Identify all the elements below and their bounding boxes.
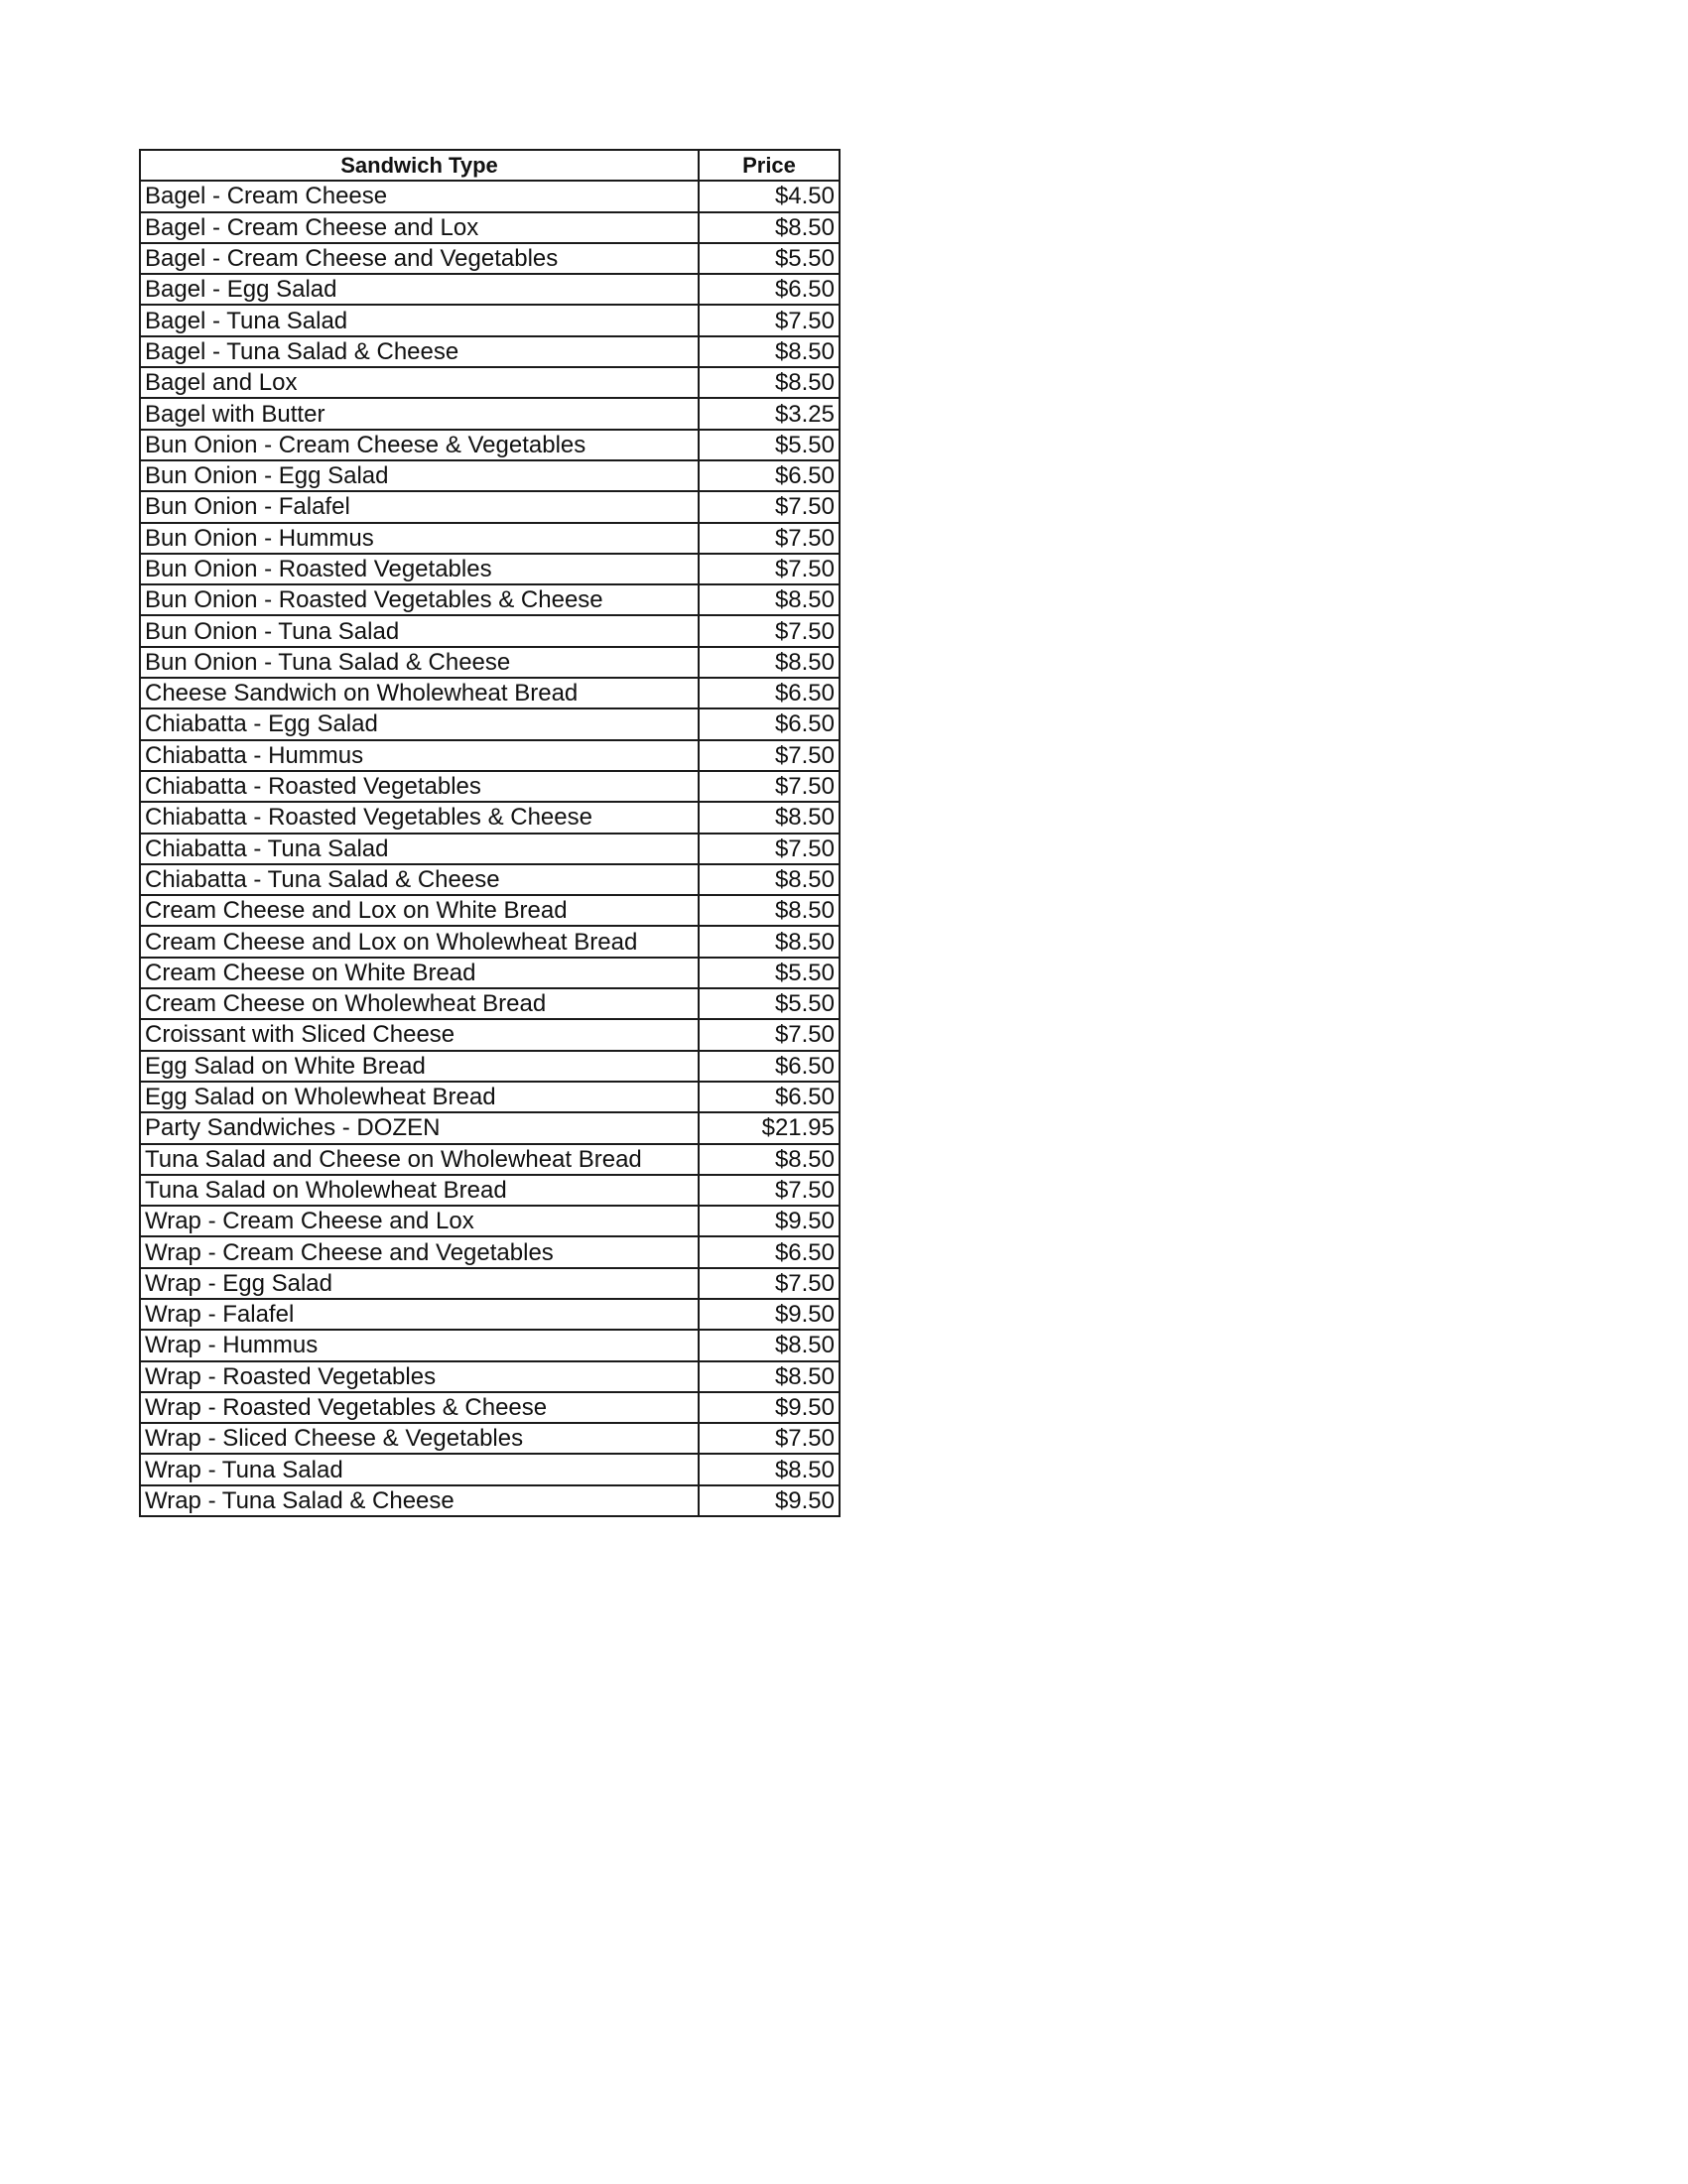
table-row xyxy=(140,1361,840,1392)
table-row xyxy=(140,367,840,398)
sandwich-type-cell: Tuna Salad on Wholewheat Bread xyxy=(140,1175,699,1206)
sandwich-type-cell: Wrap - Cream Cheese and Lox xyxy=(140,1206,699,1236)
table-row xyxy=(140,212,840,243)
sandwich-type-cell: Bun Onion - Egg Salad xyxy=(140,460,699,491)
table-row xyxy=(140,460,840,491)
price-cell: $7.50 xyxy=(699,554,840,584)
price-cell: $6.50 xyxy=(699,678,840,708)
price-cell: $8.50 xyxy=(699,584,840,615)
price-cell: $7.50 xyxy=(699,1175,840,1206)
price-cell: $9.50 xyxy=(699,1206,840,1236)
table-row xyxy=(140,988,840,1019)
table-row xyxy=(140,1392,840,1423)
price-cell: $7.50 xyxy=(699,771,840,802)
table-row xyxy=(140,615,840,646)
sandwich-type-cell: Wrap - Roasted Vegetables & Cheese xyxy=(140,1392,699,1423)
table-row xyxy=(140,1236,840,1267)
table-row xyxy=(140,1112,840,1143)
price-cell: $8.50 xyxy=(699,647,840,678)
price-cell: $7.50 xyxy=(699,1268,840,1299)
price-cell: $7.50 xyxy=(699,834,840,864)
price-cell: $8.50 xyxy=(699,1144,840,1175)
price-cell: $4.50 xyxy=(699,181,840,211)
price-cell: $7.50 xyxy=(699,491,840,522)
sandwich-type-cell: Egg Salad on White Bread xyxy=(140,1051,699,1082)
price-cell: $6.50 xyxy=(699,1051,840,1082)
sandwich-type-cell: Party Sandwiches - DOZEN xyxy=(140,1112,699,1143)
table-row xyxy=(140,554,840,584)
table-row xyxy=(140,708,840,739)
table-row xyxy=(140,1330,840,1360)
sandwich-type-cell: Tuna Salad and Cheese on Wholewheat Bread xyxy=(140,1144,699,1175)
price-cell: $7.50 xyxy=(699,523,840,554)
table-body xyxy=(140,181,840,1516)
sandwich-type-cell: Wrap - Tuna Salad & Cheese xyxy=(140,1485,699,1516)
price-cell: $9.50 xyxy=(699,1392,840,1423)
price-cell: $8.50 xyxy=(699,1330,840,1360)
sandwich-type-cell: Bun Onion - Tuna Salad & Cheese xyxy=(140,647,699,678)
price-cell: $9.50 xyxy=(699,1485,840,1516)
price-cell: $8.50 xyxy=(699,895,840,926)
table-row xyxy=(140,523,840,554)
sandwich-type-cell: Chiabatta - Roasted Vegetables xyxy=(140,771,699,802)
price-cell: $5.50 xyxy=(699,958,840,988)
table-row xyxy=(140,1051,840,1082)
sandwich-type-cell: Wrap - Falafel xyxy=(140,1299,699,1330)
sandwich-type-cell: Croissant with Sliced Cheese xyxy=(140,1019,699,1050)
price-cell: $8.50 xyxy=(699,336,840,367)
table-row xyxy=(140,1423,840,1454)
table-row xyxy=(140,771,840,802)
sandwich-type-cell: Wrap - Sliced Cheese & Vegetables xyxy=(140,1423,699,1454)
table-row xyxy=(140,958,840,988)
sandwich-type-cell: Cream Cheese on White Bread xyxy=(140,958,699,988)
sandwich-type-cell: Cream Cheese and Lox on Wholewheat Bread xyxy=(140,926,699,957)
price-cell: $8.50 xyxy=(699,367,840,398)
price-cell: $21.95 xyxy=(699,1112,840,1143)
table-row xyxy=(140,834,840,864)
table-row xyxy=(140,1268,840,1299)
sandwich-type-cell: Bun Onion - Hummus xyxy=(140,523,699,554)
table-row xyxy=(140,398,840,429)
table-row xyxy=(140,336,840,367)
price-cell: $5.50 xyxy=(699,243,840,274)
sandwich-type-cell: Bagel - Tuna Salad xyxy=(140,305,699,335)
table-row xyxy=(140,584,840,615)
table-row xyxy=(140,274,840,305)
price-cell: $7.50 xyxy=(699,740,840,771)
table-row xyxy=(140,1299,840,1330)
table-row xyxy=(140,1175,840,1206)
sandwich-type-cell: Bagel - Egg Salad xyxy=(140,274,699,305)
price-cell: $6.50 xyxy=(699,1082,840,1112)
sandwich-type-cell: Wrap - Tuna Salad xyxy=(140,1454,699,1484)
sandwich-type-cell: Bun Onion - Cream Cheese & Vegetables xyxy=(140,430,699,460)
table-row xyxy=(140,895,840,926)
price-cell: $5.50 xyxy=(699,988,840,1019)
table-row xyxy=(140,1144,840,1175)
sandwich-type-cell: Chiabatta - Roasted Vegetables & Cheese xyxy=(140,802,699,833)
table-row xyxy=(140,678,840,708)
table-row xyxy=(140,430,840,460)
table-row xyxy=(140,864,840,895)
price-cell: $7.50 xyxy=(699,305,840,335)
table-row xyxy=(140,1082,840,1112)
sandwich-type-cell: Wrap - Cream Cheese and Vegetables xyxy=(140,1236,699,1267)
table-header-row xyxy=(140,150,840,181)
sandwich-type-cell: Cheese Sandwich on Wholewheat Bread xyxy=(140,678,699,708)
table-row xyxy=(140,740,840,771)
sandwich-type-cell: Bun Onion - Falafel xyxy=(140,491,699,522)
sandwich-type-cell: Wrap - Egg Salad xyxy=(140,1268,699,1299)
price-cell: $9.50 xyxy=(699,1299,840,1330)
table-row xyxy=(140,491,840,522)
sandwich-type-cell: Bun Onion - Roasted Vegetables & Cheese xyxy=(140,584,699,615)
header-price: Price xyxy=(699,150,840,181)
price-cell: $6.50 xyxy=(699,274,840,305)
price-cell: $3.25 xyxy=(699,398,840,429)
sandwich-price-table xyxy=(139,149,841,1517)
sandwich-type-cell: Bagel - Cream Cheese and Vegetables xyxy=(140,243,699,274)
table-row xyxy=(140,1019,840,1050)
price-cell: $8.50 xyxy=(699,864,840,895)
table-row xyxy=(140,926,840,957)
sandwich-type-cell: Cream Cheese and Lox on White Bread xyxy=(140,895,699,926)
table-row xyxy=(140,1485,840,1516)
price-cell: $5.50 xyxy=(699,430,840,460)
sandwich-type-cell: Chiabatta - Tuna Salad xyxy=(140,834,699,864)
price-cell: $8.50 xyxy=(699,802,840,833)
sandwich-type-cell: Bun Onion - Tuna Salad xyxy=(140,615,699,646)
sandwich-type-cell: Bun Onion - Roasted Vegetables xyxy=(140,554,699,584)
table-row xyxy=(140,181,840,211)
price-cell: $8.50 xyxy=(699,926,840,957)
price-cell: $7.50 xyxy=(699,615,840,646)
sandwich-type-cell: Cream Cheese on Wholewheat Bread xyxy=(140,988,699,1019)
table-row xyxy=(140,802,840,833)
sandwich-type-cell: Bagel - Tuna Salad & Cheese xyxy=(140,336,699,367)
sandwich-type-cell: Wrap - Hummus xyxy=(140,1330,699,1360)
sandwich-type-cell: Wrap - Roasted Vegetables xyxy=(140,1361,699,1392)
price-cell: $7.50 xyxy=(699,1019,840,1050)
sandwich-type-cell: Bagel - Cream Cheese and Lox xyxy=(140,212,699,243)
sandwich-type-cell: Bagel - Cream Cheese xyxy=(140,181,699,211)
sandwich-type-cell: Chiabatta - Hummus xyxy=(140,740,699,771)
sandwich-type-cell: Chiabatta - Egg Salad xyxy=(140,708,699,739)
price-cell: $7.50 xyxy=(699,1423,840,1454)
sandwich-type-cell: Egg Salad on Wholewheat Bread xyxy=(140,1082,699,1112)
price-cell: $8.50 xyxy=(699,212,840,243)
table-row xyxy=(140,1206,840,1236)
header-sandwich-type: Sandwich Type xyxy=(140,150,699,181)
price-cell: $6.50 xyxy=(699,708,840,739)
table-row xyxy=(140,1454,840,1484)
price-cell: $6.50 xyxy=(699,1236,840,1267)
sandwich-type-cell: Chiabatta - Tuna Salad & Cheese xyxy=(140,864,699,895)
sandwich-type-cell: Bagel and Lox xyxy=(140,367,699,398)
price-cell: $8.50 xyxy=(699,1454,840,1484)
price-cell: $6.50 xyxy=(699,460,840,491)
table-row xyxy=(140,243,840,274)
table-row xyxy=(140,647,840,678)
price-cell: $8.50 xyxy=(699,1361,840,1392)
table-row xyxy=(140,305,840,335)
sandwich-type-cell: Bagel with Butter xyxy=(140,398,699,429)
